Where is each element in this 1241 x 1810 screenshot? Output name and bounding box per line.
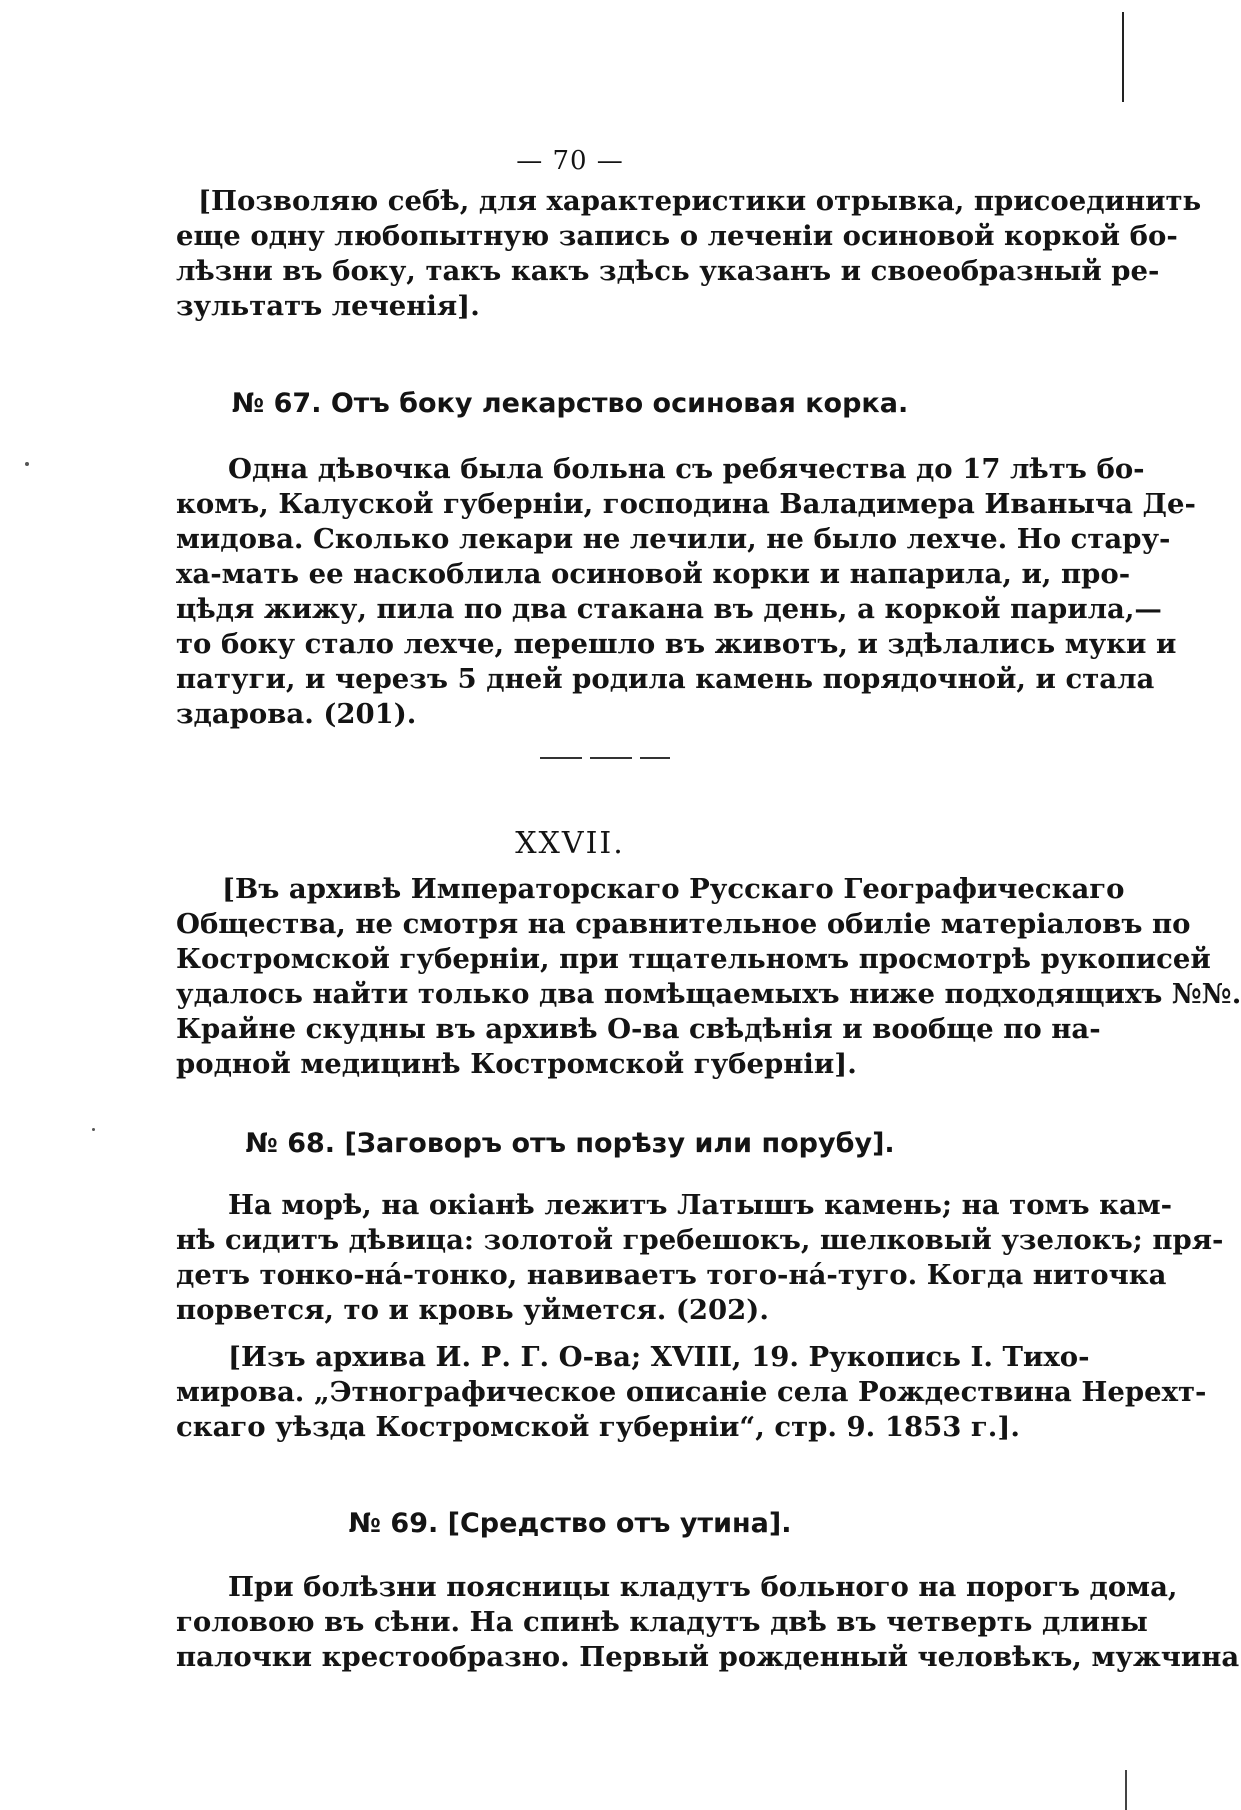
text-line: ха-мать ее наскоблила осиновой корки и напарила, и, про- (176, 558, 1131, 590)
text-line: лѣзни въ боку, такъ какъ здѣсь указанъ и своеобразный ре- (176, 255, 1160, 287)
text-line: зультатъ леченія]. (176, 290, 480, 322)
text-line: [Позволяю себѣ, для характеристики отрывка, присоединить (198, 185, 1202, 217)
page-number: — 70 — (516, 146, 624, 176)
text-line: детъ тонко-на́-тонко, навиваетъ того-на́-туго. Когда ниточка (176, 1259, 1167, 1291)
section-numeral: XXVII. (515, 826, 625, 861)
entry-68-text (176, 1188, 1224, 1328)
text-line: родной медицинѣ Костромской губерніи]. (176, 1048, 857, 1080)
text-line: мирова. „Этнографическое описаніе села Рождествина Нерехт- (176, 1376, 1207, 1408)
text-line: нѣ сидитъ дѣвица: золотой гребешокъ, шелковый узелокъ; пря- (176, 1224, 1224, 1256)
text-line: удалось найти только два помѣщаемыхъ ниже подходящихъ №№. (176, 978, 1241, 1010)
scan-speck (25, 462, 29, 466)
intro-note (176, 184, 1202, 324)
section-intro (176, 872, 1241, 1082)
entry-67-text (176, 452, 1196, 732)
text-line: Костромской губерніи, при тщательномъ просмотрѣ рукописей (176, 943, 1211, 975)
page-edge-mark (1122, 12, 1124, 102)
entry-69-text (176, 1570, 1240, 1675)
text-line: здарова. (201). (176, 698, 417, 730)
text-line: [Въ архивѣ Императорскаго Русскаго Географическаго (222, 873, 1125, 905)
text-line: мидова. Сколько лекари не лечили, не было лехче. Но стару- (176, 523, 1171, 555)
entry-67-heading: № 67. Отъ боку лекарство осиновая корка. (231, 388, 909, 419)
text-line: При болѣзни поясницы кладутъ больного на порогъ дома, (228, 1571, 1178, 1603)
text-line: патуги, и черезъ 5 дней родила камень порядочной, и стала (176, 663, 1155, 695)
entry-69-heading: № 69. [Средство отъ утина]. (348, 1508, 792, 1539)
text-line: Крайне скудны въ архивѣ О-ва свѣдѣнія и вообще по на- (176, 1013, 1101, 1045)
text-line: головою въ сѣни. На спинѣ кладутъ двѣ въ четверть длины (176, 1606, 1148, 1638)
text-line: скаго уѣзда Костромской губерніи“, стр. 9. 1853 г.]. (176, 1411, 1020, 1443)
entry-68-source (176, 1340, 1207, 1445)
text-line: цѣдя жижу, пила по два стакана въ день, а коркой парила,— (176, 593, 1162, 625)
text-line: палочки крестообразно. Первый рожденный человѣкъ, мужчина (176, 1641, 1240, 1673)
text-line: порвется, то и кровь уймется. (202). (176, 1294, 769, 1326)
page-edge-mark-bottom (1125, 1770, 1127, 1810)
text-line: комъ, Калуской губерніи, господина Валадимера Иваныча Де- (176, 488, 1196, 520)
text-line: еще одну любопытную запись о леченіи осиновой коркой бо- (176, 220, 1178, 252)
text-line: [Изъ архива И. Р. Г. О-ва; XVIII, 19. Рукопись I. Тихо- (228, 1341, 1090, 1373)
section-divider (540, 757, 670, 759)
text-line: На морѣ, на окіанѣ лежитъ Латышъ камень; на томъ кам- (228, 1189, 1173, 1221)
entry-68-heading: № 68. [Заговоръ отъ порѣзу или порубу]. (245, 1128, 895, 1159)
text-line: Общества, не смотря на сравнительное обиліе матеріаловъ по (176, 908, 1191, 940)
text-line: Одна дѣвочка была больна съ ребячества до 17 лѣтъ бо- (228, 453, 1145, 485)
text-line: то боку стало лехче, перешло въ животъ, и здѣлались муки и (176, 628, 1177, 660)
